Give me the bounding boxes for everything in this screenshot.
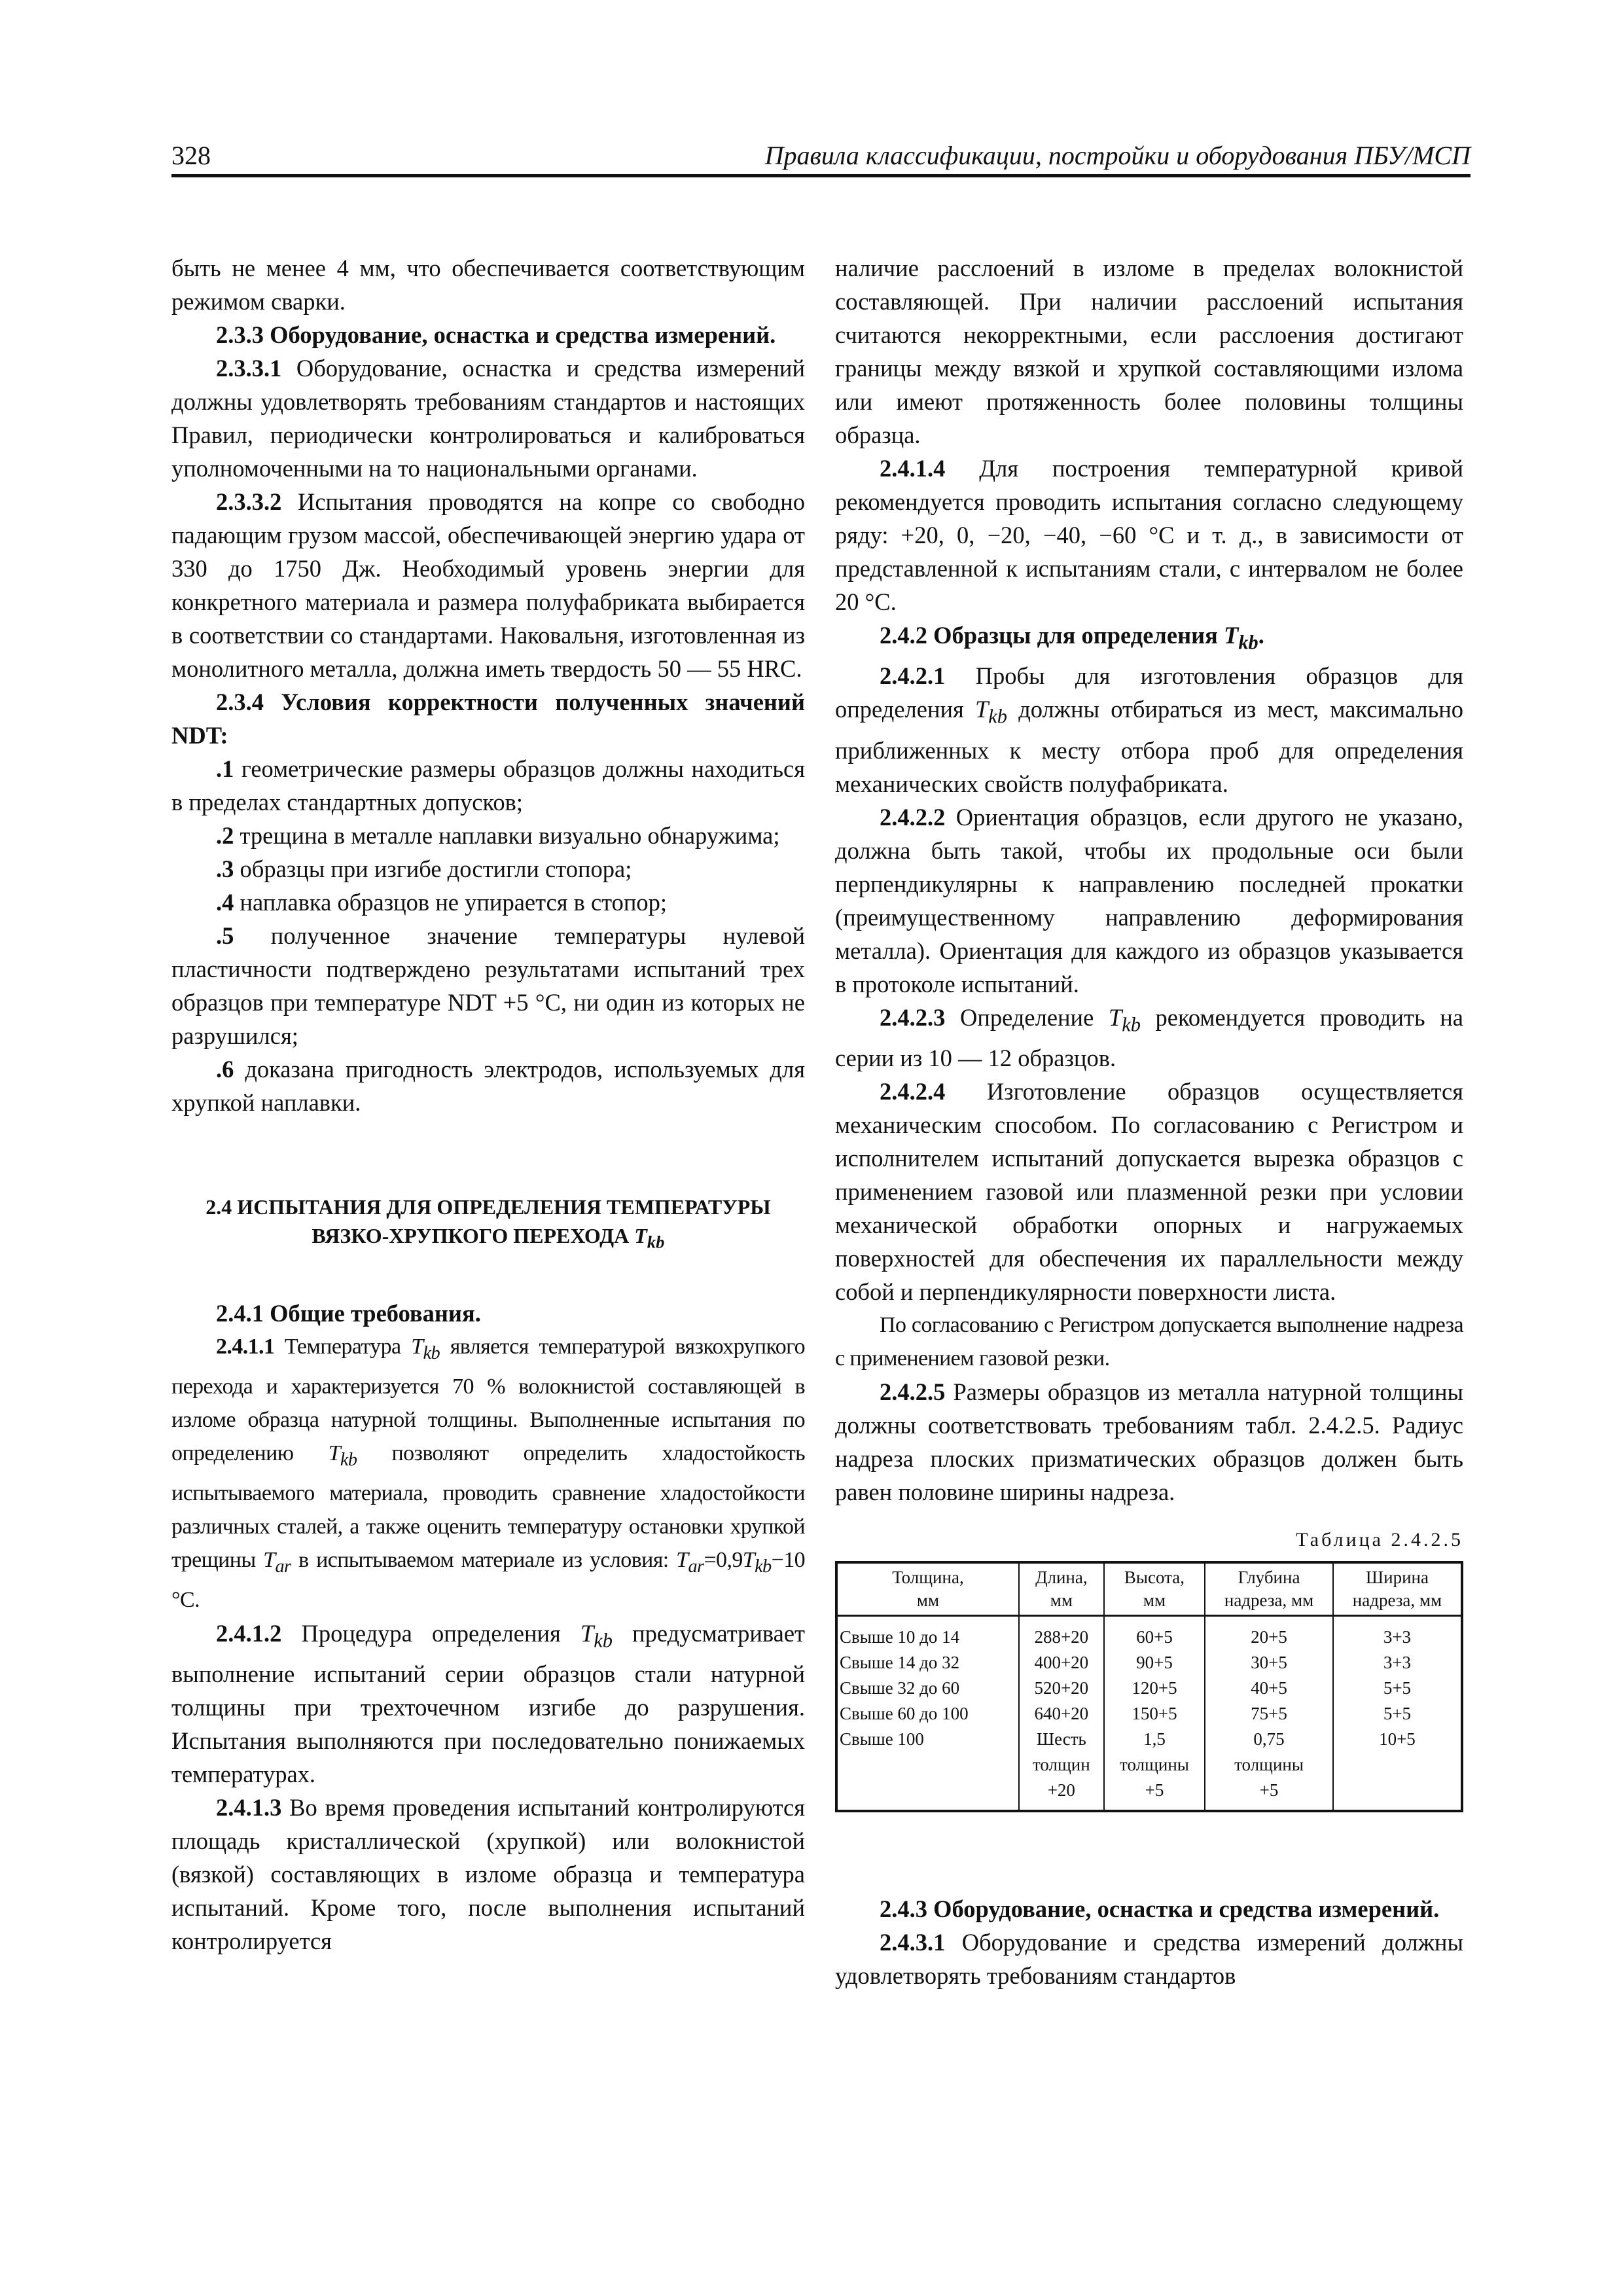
section-heading-2-4 xyxy=(171,1193,805,1256)
clause-text: рекомендуется проводить на серии из 10 — 12 образцов. xyxy=(835,1003,1463,1071)
table-cell xyxy=(1333,1752,1462,1778)
symbol-t: T xyxy=(1224,622,1239,649)
clause-text: Оборудование и средства измерений должны удовлетворять требованиям стандартов xyxy=(835,1928,1463,1989)
symbol-kb: kb xyxy=(340,1449,357,1470)
table-cell xyxy=(1333,1778,1462,1811)
heading-2-4-3: 2.4.3 Оборудование, оснастка и средства измерений. xyxy=(880,1895,1440,1922)
heading-2-4-2: 2.4.2 Образцы для определения $T_{kb}$. xyxy=(880,622,1264,654)
symbol-kb: kb xyxy=(988,705,1007,728)
table-cell: 288+20 xyxy=(1019,1615,1104,1650)
section-title-line2: ВЯЗКО-ХРУПКОГО ПЕРЕХОДА xyxy=(312,1224,635,1247)
table-cell: 5+5 xyxy=(1333,1701,1462,1727)
table-row xyxy=(836,1752,1462,1778)
table-cell: 400+20 xyxy=(1019,1650,1104,1676)
table-cell: 20+5 xyxy=(1205,1615,1333,1650)
clause-text: Определение xyxy=(945,1003,1109,1031)
clause-text: =0,9 xyxy=(704,1547,743,1572)
page-number: 328 xyxy=(171,141,211,170)
list-text: полученное значение температуры нулевой пластичности подтверждено результатами испытаний трех образцов при температуре NDT +5 °C, ни один из которых не разрушился; xyxy=(171,922,805,1049)
clause-text: является температурой вязкохрупкого перехода и характеризуется 70 % волокнистой составляющей в изломе образца натурной толщины. Выполненные испытания по определению xyxy=(171,1335,806,1466)
section-title-line1: 2.4 ИСПЫТАНИЯ ДЛЯ ОПРЕДЕЛЕНИЯ ТЕМПЕРАТУРЫ xyxy=(205,1195,771,1219)
clause-number: 2.4.1.4 xyxy=(880,455,946,482)
clause-text: Для построения температурной кривой рекомендуется проводить испытания согласно следующему ряду: +20, 0, −20, −40, −60 °C и т. д., в зависимости от представленной к испытаниям стали, с интервалом не более 20 °C. xyxy=(835,455,1463,615)
symbol-t: T xyxy=(742,1547,755,1572)
list-item-5 xyxy=(171,919,805,1052)
clause-number: 2.4.1.2 xyxy=(216,1619,282,1647)
table-row xyxy=(836,1676,1462,1701)
paragraph-2-4-2-5 xyxy=(835,1375,1463,1509)
paragraph-2-3-3-1 xyxy=(171,351,805,485)
symbol-t: T xyxy=(974,696,989,723)
heading-2-3-3: 2.3.3 Оборудование, оснастка и средства измерений. xyxy=(216,321,776,348)
table-cell xyxy=(836,1778,1019,1811)
list-number: .5 xyxy=(216,922,234,949)
table-cell: 10+5 xyxy=(1333,1727,1462,1752)
table-cell: Свыше 32 до 60 xyxy=(836,1676,1019,1701)
symbol-kb: kb xyxy=(1238,631,1258,654)
clause-text: Пробы для изготовления образцов для определения xyxy=(835,662,1463,723)
symbol-ar: ar xyxy=(688,1556,704,1577)
table-row xyxy=(836,1727,1462,1752)
table-cell: Свыше 10 до 14 xyxy=(836,1615,1019,1650)
symbol-t: T xyxy=(263,1547,276,1572)
clause-number: 2.4.2.2 xyxy=(880,803,946,831)
paragraph-2-4-3-1 xyxy=(835,1926,1463,1992)
paragraph-2-4-2-1 xyxy=(835,659,1463,800)
list-text: трещина в металле наплавки визуально обнаружима; xyxy=(234,822,780,849)
list-item-4 xyxy=(171,886,805,919)
list-text: наплавка образцов не упирается в стопор; xyxy=(234,889,668,916)
clause-text: Температура xyxy=(274,1335,412,1359)
list-item-6 xyxy=(171,1052,805,1119)
list-number: .4 xyxy=(216,889,234,916)
list-text: доказана пригодность электродов, используемых для хрупкой наплавки. xyxy=(171,1056,805,1116)
paragraph-2-4-1-1 xyxy=(171,1330,805,1616)
table-cell: 60+5 xyxy=(1104,1615,1205,1650)
clause-text: Изготовление образцов осуществляется механическим способом. По согласованию с Регистром и исполнителем испытаний допускается вырезка образцов с применением газовой или плазменной резки при условии механической обработки опорных и нагружаемых поверхностей для обеспечения их параллельности между собой и перпендикулярности поверхности листа. xyxy=(835,1077,1463,1305)
symbol-t: T xyxy=(411,1335,423,1359)
paragraph-continuation: быть не менее 4 мм, что обеспечивается соответствующим режимом сварки. xyxy=(171,255,805,315)
clause-number: 2.4.2.5 xyxy=(880,1378,946,1405)
symbol-kb: kb xyxy=(594,1629,613,1652)
heading-2-3-4: 2.3.4 Условия корректности полученных значений NDT: xyxy=(171,689,805,749)
header-notch-depth: Глубина надреза, мм xyxy=(1205,1562,1333,1616)
table-cell: Свыше 60 до 100 xyxy=(836,1701,1019,1727)
table-cell: толщины xyxy=(1104,1752,1205,1778)
list-number: .6 xyxy=(216,1056,234,1083)
list-text: образцы при изгибе достигли стопора; xyxy=(234,855,632,882)
table-cell: 90+5 xyxy=(1104,1650,1205,1676)
table-cell: 5+5 xyxy=(1333,1676,1462,1701)
table-row xyxy=(836,1778,1462,1811)
table-cell: толщин xyxy=(1019,1752,1104,1778)
table-cell: Свыше 100 xyxy=(836,1727,1019,1752)
clause-number: 2.4.3.1 xyxy=(880,1928,946,1956)
clause-text: Размеры образцов из металла натурной толщины должны соответствовать требованиям табл. 2.4.2.5. Радиус надреза плоских призматических образцов должен быть равен половине ширины надреза. xyxy=(835,1378,1463,1505)
header-length: Длина, мм xyxy=(1019,1562,1104,1616)
table-cell: 75+5 xyxy=(1205,1701,1333,1727)
symbol-t: T xyxy=(676,1547,688,1572)
symbol-kb: kb xyxy=(1122,1013,1141,1035)
table-cell: 3+3 xyxy=(1333,1650,1462,1676)
table-cell: 40+5 xyxy=(1205,1676,1333,1701)
left-column xyxy=(171,251,805,1958)
paragraph-2-4-2-3 xyxy=(835,1001,1463,1075)
list-item-3 xyxy=(171,852,805,886)
list-number: .2 xyxy=(216,822,234,849)
table-cell: 0,75 xyxy=(1205,1727,1333,1752)
paragraph-2-4-2-4 xyxy=(835,1075,1463,1308)
table-cell: 520+20 xyxy=(1019,1676,1104,1701)
clause-number: 2.4.2.1 xyxy=(880,662,946,690)
table-row xyxy=(836,1650,1462,1676)
symbol-kb: kb xyxy=(423,1343,440,1364)
clause-number: 2.4.1.3 xyxy=(216,1794,282,1821)
clause-text: Ориентация образцов, если другого не указано, должна быть такой, чтобы их продольные оси были перпендикулярны к направлению последней прокатки (преимущественному направлению деформирования металла). Ориентация для каждого из образцов указывается в протоколе испытаний. xyxy=(835,803,1463,997)
symbol-t: T xyxy=(328,1441,340,1466)
specimen-dimensions-table xyxy=(835,1561,1463,1812)
list-number: .3 xyxy=(216,855,234,882)
clause-number: 2.4.1.1 xyxy=(216,1335,275,1359)
list-text: геометрические размеры образцов должны находиться в пределах стандартных допусков; xyxy=(171,755,805,816)
clause-text: Во время проведения испытаний контролируются площадь кристаллической (хрупкой) или волокнистой (вязкой) составляющих в изломе образца и температура испытаний. Кроме того, после выполнения испытаний контролируется xyxy=(171,1794,805,1955)
table-header-row xyxy=(836,1562,1462,1616)
clause-text: Оборудование, оснастка и средства измерений должны удовлетворять требованиям стандартов и настоящих Правил, периодически контролироваться и калиброваться уполномоченными на то национальными органами. xyxy=(171,355,805,482)
clause-number: 2.3.3.1 xyxy=(216,355,282,382)
paragraph-gas-cutting: По согласованию с Регистром допускается выполнение надреза с применением газовой резки. xyxy=(835,1312,1463,1371)
table-row xyxy=(836,1615,1462,1650)
paragraph-2-4-1-2 xyxy=(171,1617,805,1791)
table-cell: Шесть xyxy=(1019,1727,1104,1752)
header-notch-width: Ширина надреза, мм xyxy=(1333,1562,1462,1616)
symbol-t: T xyxy=(1108,1003,1122,1031)
table-cell: 1,5 xyxy=(1104,1727,1205,1752)
heading-text: 2.4.2 Образцы для определения xyxy=(880,622,1224,649)
symbol-kb: kb xyxy=(755,1556,772,1577)
clause-text: в испытываемом материале из условия: xyxy=(291,1547,677,1572)
clause-text: Процедура определения xyxy=(281,1619,580,1647)
page-header xyxy=(171,131,1471,177)
symbol-kb: kb xyxy=(647,1232,665,1252)
clause-text: позволяют определить хладостойкость испытываемого материала, проводить сравнение хладостойкости различных сталей, а также оценить температуру остановки хрупкой трещины xyxy=(171,1441,805,1572)
paragraph-2-4-2-2 xyxy=(835,800,1463,1001)
table-cell: 150+5 xyxy=(1104,1701,1205,1727)
table-cell: +5 xyxy=(1205,1778,1333,1811)
table-cell: 120+5 xyxy=(1104,1676,1205,1701)
clause-text: Испытания проводятся на копре со свободно падающим грузом массой, обеспечивающей энергию удара от 330 до 1750 Дж. Необходимый уровень энергии для конкретного материала и размера полуфабриката выбирается в соответствии со стандартами. Наковальня, изготовленная из монолитного металла, должна иметь твердость 50 — 55 HRC. xyxy=(171,488,805,682)
paragraph-2-4-1-3 xyxy=(171,1791,805,1958)
table-cell: +20 xyxy=(1019,1778,1104,1811)
clause-number: 2.4.2.4 xyxy=(880,1077,946,1105)
header-height: Высота, мм xyxy=(1104,1562,1205,1616)
table-cell: толщины xyxy=(1205,1752,1333,1778)
clause-text: должны отбираться из мест, максимально приближенных к месту отбора проб для определения механических свойств полуфабриката. xyxy=(835,696,1463,797)
table-cell: +5 xyxy=(1104,1778,1205,1811)
symbol-t: T xyxy=(580,1619,594,1647)
clause-number: 2.4.2.3 xyxy=(880,1003,946,1031)
paragraph-continuation: наличие расслоений в изломе в пределах волокнистой составляющей. При наличии расслоений испытания считаются некорректными, если расслоения достигают границы между вязкой и хрупкой составляющими излома или имеют протяженность более половины толщины образца. xyxy=(835,255,1463,448)
symbol-t: T xyxy=(634,1224,647,1247)
clause-text: −10 °C. xyxy=(171,1547,805,1612)
table-cell: 30+5 xyxy=(1205,1650,1333,1676)
header-thickness: Толщина, мм xyxy=(836,1562,1019,1616)
clause-number: 2.3.3.2 xyxy=(216,488,282,515)
heading-2-4-1: 2.4.1 Общие требования. xyxy=(216,1300,481,1327)
symbol-ar: ar xyxy=(275,1556,291,1577)
list-item-2 xyxy=(171,819,805,852)
table-caption: Таблица 2.4.2.5 xyxy=(1296,1528,1463,1551)
table-cell: 640+20 xyxy=(1019,1701,1104,1727)
running-title: Правила классификации, постройки и оборудования ПБУ/МСП xyxy=(764,141,1471,170)
paragraph-2-3-3-2 xyxy=(171,485,805,685)
list-number: .1 xyxy=(216,755,234,782)
table-cell xyxy=(836,1752,1019,1778)
right-column xyxy=(835,251,1463,1992)
list-item-1 xyxy=(171,752,805,819)
clause-text: предусматривает выполнение испытаний серии образцов стали натурной толщины при трехточечном изгибе до разрушения. Испытания выполняются при последовательно понижаемых температурах. xyxy=(171,1619,805,1788)
paragraph-2-4-1-4 xyxy=(835,452,1463,619)
table-row xyxy=(836,1701,1462,1727)
table-cell: 3+3 xyxy=(1333,1615,1462,1650)
table-cell: Свыше 14 до 32 xyxy=(836,1650,1019,1676)
